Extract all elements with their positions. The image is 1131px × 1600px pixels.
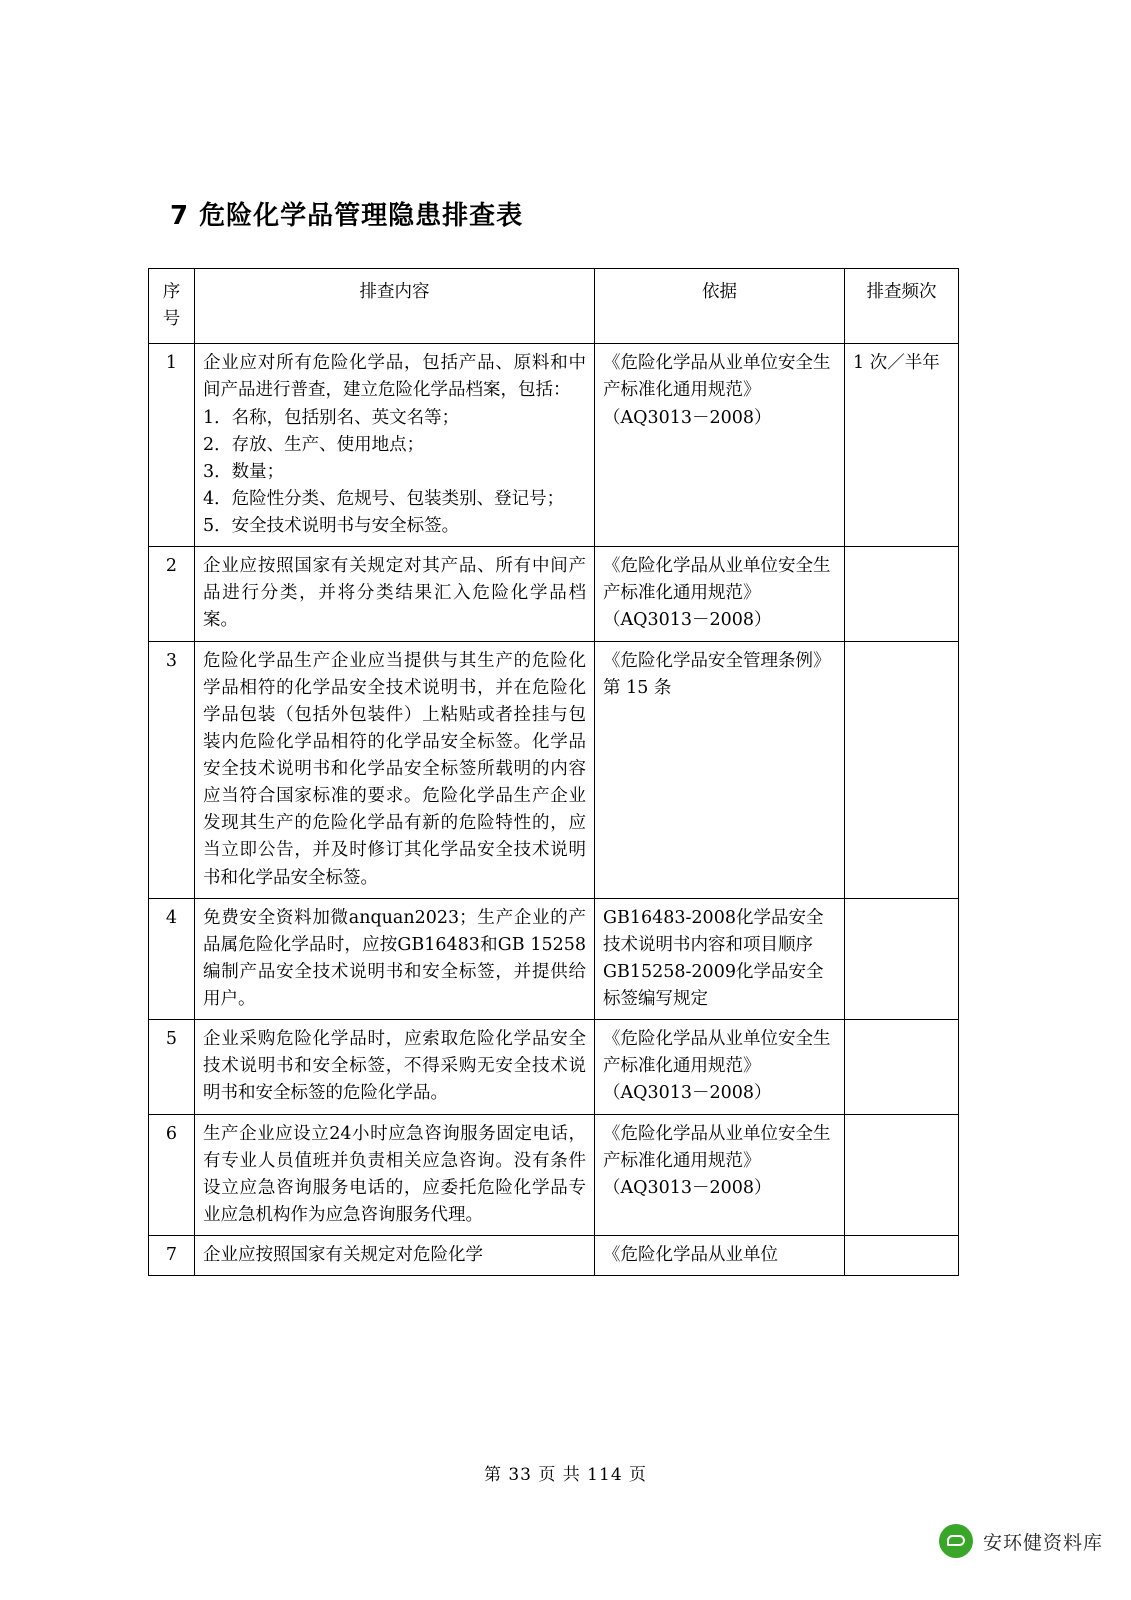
row-frequency [845,641,959,898]
column-header-basis: 依据 [595,269,845,344]
page-footer: 第 33 页 共 114 页 [483,1465,648,1485]
page-title: 7 危险化学品管理隐患排查表 [170,201,524,231]
watermark-label: 安环健资料库 [982,1531,1103,1554]
table-header-row [149,269,959,344]
content-line: 1．名称，包括别名、英文名等； [203,407,460,428]
row-basis: 《危险化学品从业单位安全生产标准化通用规范》（AQ3013－2008） [595,344,845,547]
row-number: 5 [149,1020,195,1114]
row-basis: GB16483-2008化学品安全技术说明书内容和项目顺序GB15258-2009化学品安全标签编写规定 [595,898,845,1020]
row-frequency [845,1236,959,1276]
row-content: 企业采购危险化学品时，应索取危险化学品安全技术说明书和安全标签，不得采购无安全技术说 明书和安全标签的危险化学品。 [195,1020,595,1114]
row-frequency [845,1114,959,1236]
row-number: 6 [149,1114,195,1236]
row-frequency: 1 次／半年 [845,344,959,547]
row-basis: 《危险化学品安全管理条例》第 15 条 [595,641,845,898]
table-row [149,344,959,547]
column-header-content: 排查内容 [195,269,595,344]
row-basis: 《危险化学品从业单位安全生产标准化通用规范》（AQ3013－2008） [595,1020,845,1114]
row-content: 免费安全资料加微anquan2023；生产企业的产品属危险化学品时，应按GB16483和GB 15258 编制产品安全技术说明书和安全标签，并提供给用户。 [195,898,595,1020]
row-basis: 《危险化学品从业单位 [595,1236,845,1276]
content-line: 3．数量； [203,461,285,482]
watermark [939,1524,1103,1558]
row-number: 1 [149,344,195,547]
table-row [149,547,959,641]
row-number: 3 [149,641,195,898]
content-line: 5．安全技术说明书与安全标签。 [203,516,460,536]
content-line: 4．危险性分类、危规号、包装类别、登记号； [203,488,565,509]
row-frequency [845,1020,959,1114]
row-basis: 《危险化学品从业单位安全生产标准化通用规范》（AQ3013－2008） [595,1114,845,1236]
wechat-logo-icon [939,1524,973,1558]
row-number: 4 [149,898,195,1020]
column-header-num: 序号 [149,269,195,344]
column-header-frequency: 排查频次 [845,269,959,344]
row-number: 7 [149,1236,195,1276]
hazard-checklist-table [148,268,959,1276]
row-content: 生产企业应设立24小时应急咨询服务固定电话，有专业人员值班并负责相关应急咨询。没有条件设立应急咨询服务电话的，应委托危险化学品专业应急机构作为应急咨询服务代理。 [195,1114,595,1236]
row-content: 危险化学品生产企业应当提供与其生产的危险化学品相符的化学品安全技术说明书，并在危险化学品包装（包括外包装件）上粘贴或者拴挂与包装内危险化学品相符的化学品安全标签。化学品安全技术说明书和化学品安全标签所载明的内容应当符合国家标准的要求。危险化学品生产企业发现其生产的危险化学品有新的危险特性的，应当立即公告，并及时修订其化学品安全技术说明书和化学品安全标签。 [195,641,595,898]
content-line: 企业应对所有危险化学品，包括产品、原料和中间产品进行普查，建立危险化学品档案，包括： [203,353,586,401]
table-row [149,1020,959,1114]
content-line: 2．存放、生产、使用地点； [203,434,425,455]
table-row [149,1114,959,1236]
row-content [195,344,595,547]
row-number: 2 [149,547,195,641]
row-frequency [845,547,959,641]
row-basis: 《危险化学品从业单位安全生产标准化通用规范》（AQ3013－2008） [595,547,845,641]
table-row [149,1236,959,1276]
row-content: 企业应按照国家有关规定对其产品、所有中间产品进行分类，并将分类结果汇入危险化学品档案。 [195,547,595,641]
table-row [149,641,959,898]
row-frequency [845,898,959,1020]
table-row [149,898,959,1020]
row-content: 企业应按照国家有关规定对危险化学 [195,1236,595,1276]
